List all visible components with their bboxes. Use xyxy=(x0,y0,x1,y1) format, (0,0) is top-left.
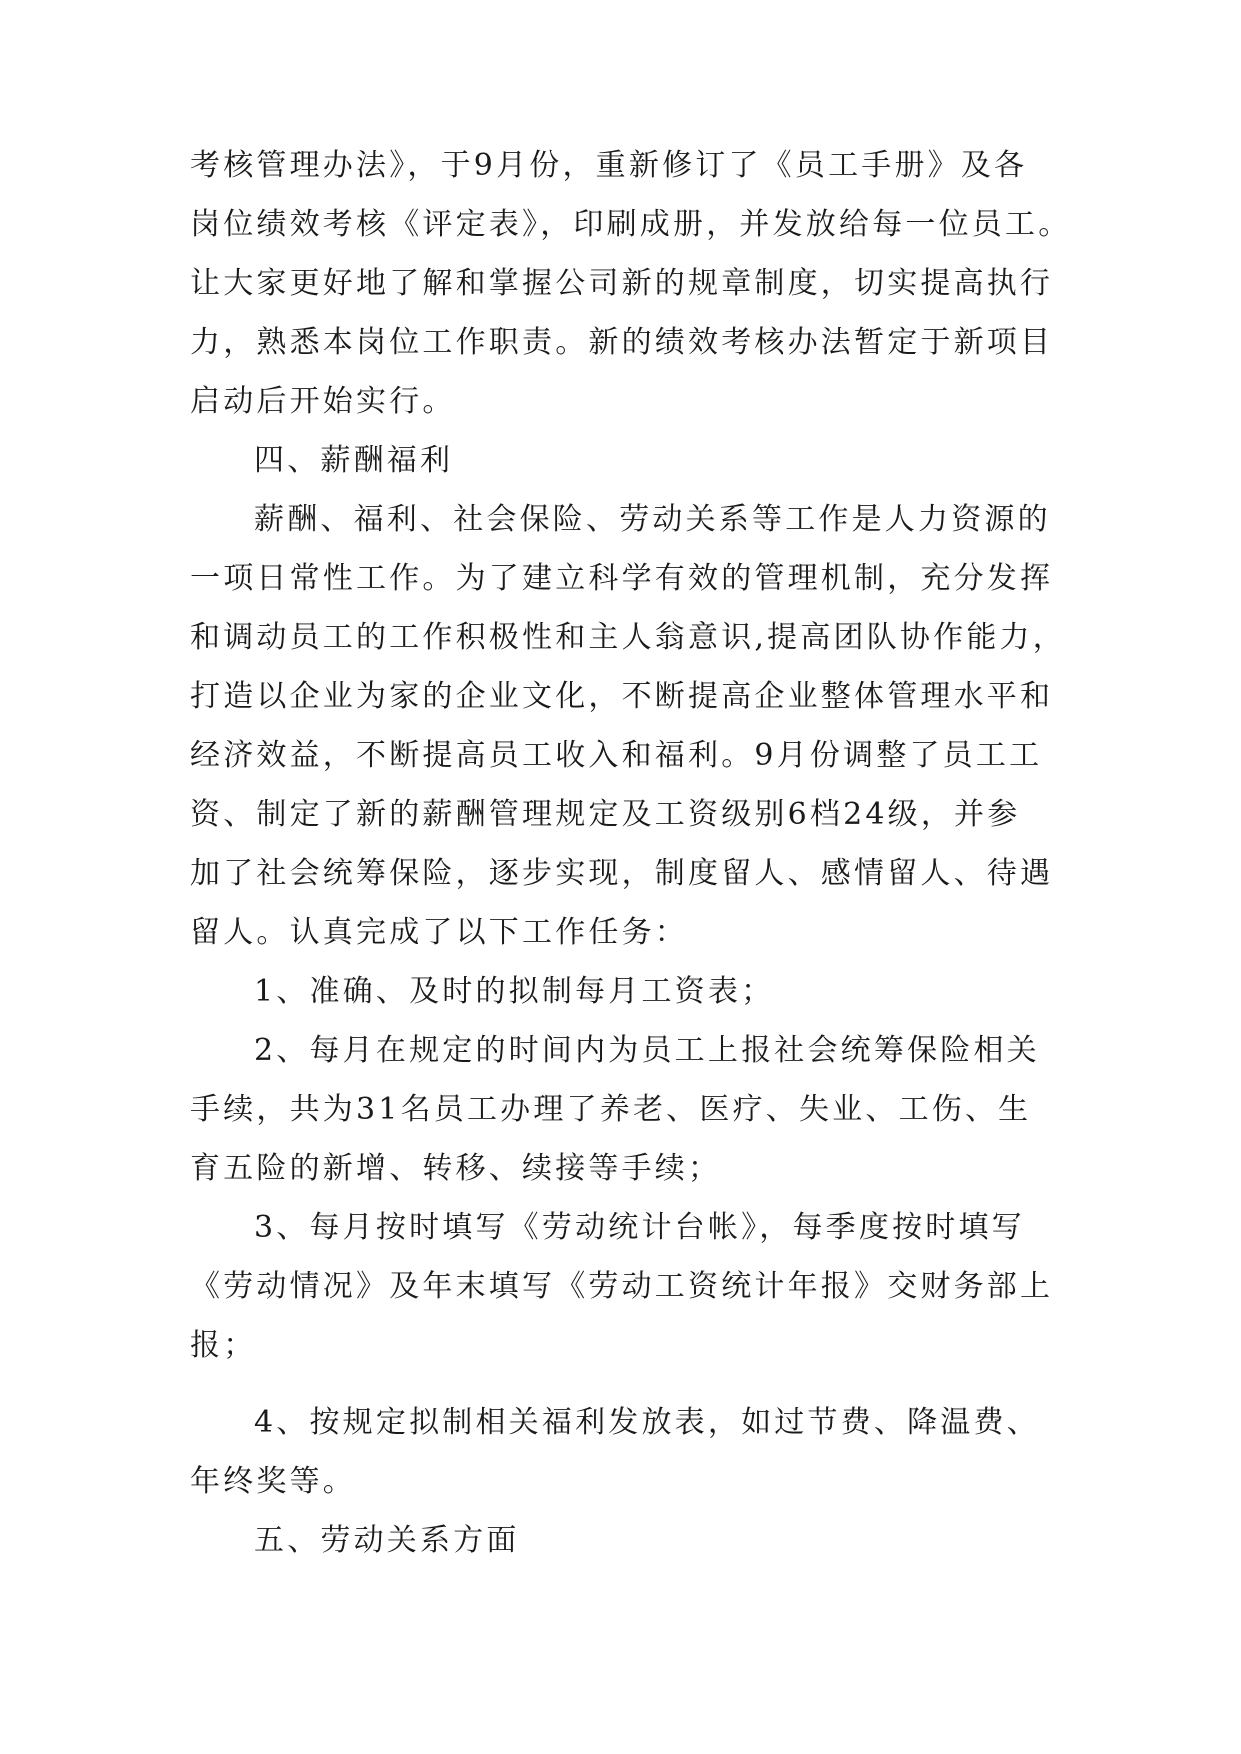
text-line: 留人。认真完成了以下工作任务： xyxy=(190,915,688,950)
list-item: 2、每月在规定的时间内为员工上报社会统筹保险相关 xyxy=(254,1033,1040,1068)
text-line: 薪酬、福利、社会保险、劳动关系等工作是人力资源的 xyxy=(254,502,1051,537)
text-line: 《劳动情况》及年末填写《劳动工资统计年报》交财务部上 xyxy=(190,1269,1054,1304)
text-line: 资、制定了新的薪酬管理规定及工资级别6档24级，并参 xyxy=(190,797,1021,832)
text-line: 岗位绩效考核《评定表》，印刷成册，并发放给每一位员工。 xyxy=(190,207,1072,242)
list-item: 3、每月按时填写《劳动统计台帐》，每季度按时填写 xyxy=(254,1210,1025,1245)
text-line: 考核管理办法》，于9月份，重新修订了《员工手册》及各 xyxy=(190,148,1028,183)
text-line: 报； xyxy=(190,1328,257,1363)
text-line: 力，熟悉本岗位工作职责。新的绩效考核办法暂定于新项目 xyxy=(190,325,1054,360)
text-line: 让大家更好地了解和掌握公司新的规章制度，切实提高执行 xyxy=(190,266,1054,301)
list-item: 1、准确、及时的拟制每月工资表； xyxy=(254,974,775,1009)
text-line: 育五险的新增、转移、续接等手续； xyxy=(190,1151,722,1186)
text-line: 一项日常性工作。为了建立科学有效的管理机制，充分发挥 xyxy=(190,561,1054,596)
text-line: 经济效益，不断提高员工收入和福利。9月份调整了员工工 xyxy=(190,738,1043,773)
text-line: 加了社会统筹保险，逐步实现，制度留人、感情留人、待遇 xyxy=(190,856,1054,891)
text-line: 年终奖等。 xyxy=(190,1464,356,1499)
text-line: 手续，共为31名员工办理了养老、医疗、失业、工伤、生 xyxy=(190,1092,1032,1127)
section-heading: 四、薪酬福利 xyxy=(254,443,454,478)
list-item: 4、按规定拟制相关福利发放表，如过节费、降温费、 xyxy=(254,1405,1040,1440)
text-line: 打造以企业为家的企业文化，不断提高企业整体管理水平和 xyxy=(190,679,1054,714)
section-heading: 五、劳动关系方面 xyxy=(254,1523,520,1558)
text-line: 和调动员工的工作积极性和主人翁意识,提高团队协作能力， xyxy=(190,620,1066,655)
text-line: 启动后开始实行。 xyxy=(190,384,456,419)
